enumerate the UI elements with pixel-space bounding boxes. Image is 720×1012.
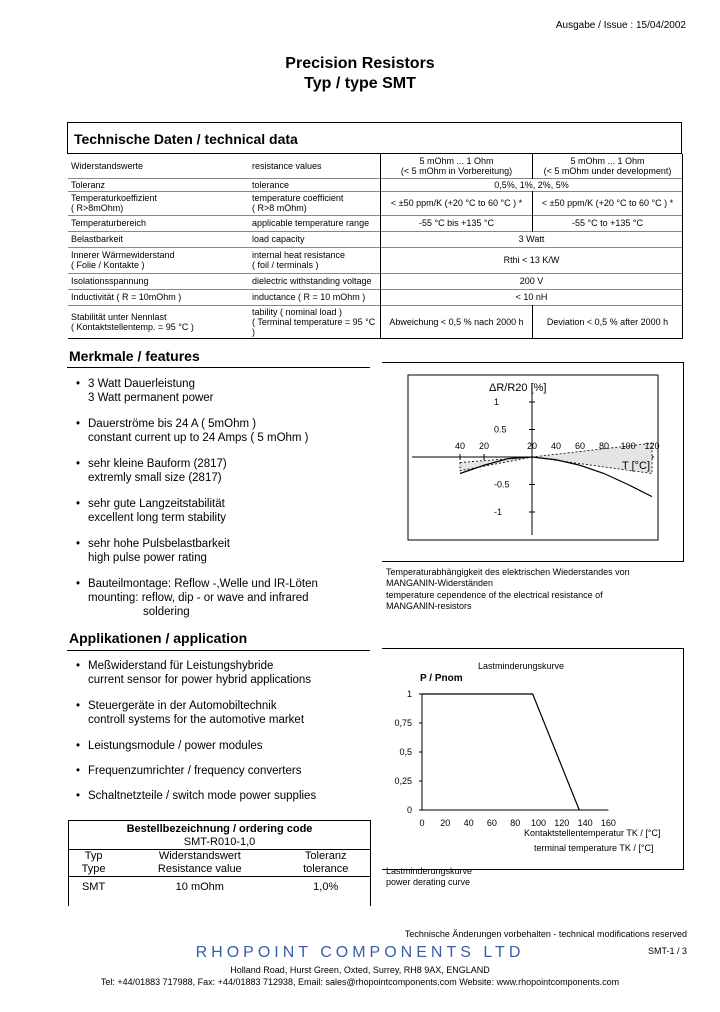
tempco-chart-title: ΔR/R20 [%] [489,382,547,394]
x-tick-label: 60 [574,441,586,451]
x-tick-label: 120 [554,818,570,828]
derating-chart [384,680,682,840]
x-tick-label: 0 [419,818,425,828]
y-tick-label: 0.5 [494,424,507,435]
page-title: Precision Resistors [285,55,435,72]
tempco-caption-en: temperature cependence of the electrical resistance of MANGANIN-resistors [386,590,603,611]
order-code: SMT-R010-1,0 [183,836,256,848]
y-tick-label: 0,25 [394,776,412,786]
spec-row: Innerer Wärmewiderstand ( Folie / Kontakte ) internal heat resistance ( foil / terminals ) Rthi < 13 K/W [68,247,683,273]
order-heading: Bestellbezeichnung / ordering code [126,823,313,835]
issue-date: Ausgabe / Issue : 15/04/2002 [555,20,686,31]
y-tick-label: 0,5 [399,747,412,757]
x-tick-label: 20 [440,818,451,828]
tech-data-heading: Technische Daten / technical data [74,131,298,147]
derating-caption: Lastminderungskurve power derating curve [386,866,473,887]
y-tick-label: 0 [406,805,412,815]
derating-xlabel-en: terminal temperature TK / [°C] [534,843,654,853]
tempco-xlabel: T [°C] [622,460,651,472]
brand-logo: RHOPOINT COMPONENTS LTD [195,944,525,961]
x-tick-label: 100 [530,818,547,828]
x-tick-label: 20 [526,441,538,451]
list-item: • sehr kleine Bauform (2817) extremly small size (2817) [76,457,318,485]
spec-row: Stabilität unter Nennlast ( Kontaktstellentemp. = 95 °C ) tability ( nominal load ) ( Terminal temperature = 95 °C ) Abweichung < 0,5 % nach 2000 h Deviation < 0,5 % after 2000 h [68,305,683,338]
x-tick-label: 120 [644,441,660,451]
divider [67,367,370,368]
y-tick-label: 1 [494,397,500,407]
x-tick-label: 40 [454,441,466,451]
list-item: • 3 Watt Dauerleistung 3 Watt permanent power [76,377,318,405]
list-item: • Meßwiderstand für Leistungshybride current sensor for power hybrid applications [76,659,316,687]
list-item: • Steuergeräte in der Automobiltechnik controll systems for the automotive market [76,699,316,727]
divider [67,650,370,651]
x-tick-label: 20 [478,441,490,451]
derating-ylabel: P / Pnom [420,673,463,684]
order-table: Bestellbezeichnung / ordering code SMT-R010-1,0 Typ Widerstandswert Toleranz Type Resistance value tolerance SMT 10 mOhm 1,0% [68,820,371,898]
derating-curve [422,694,579,810]
list-item: • sehr hohe Pulsbelastbarkeit high pulse power rating [76,537,318,565]
y-tick-label: -1 [494,507,503,517]
tech-data-header [67,122,682,154]
derating-xlabel-de: Kontaktstellentemperatur TK / [°C] [524,828,661,838]
spec-row: Isolationsspannung dielectric withstanding voltage 200 V [68,273,683,289]
features-list [76,377,318,631]
spec-row: Belastbarkeit load capacity 3 Watt [68,231,683,247]
derating-chart-title: Lastminderungskurve [478,661,565,671]
footer-address: Holland Road, Hurst Green, Oxted, Surrey, RH8 9AX, ENGLAND [230,965,490,975]
tempco-caption-de: Temperaturabhängigkeit des elektrischen Wiederstandes von MANGANIN-Widerständen [386,567,630,588]
x-tick-label: 140 [577,818,593,828]
list-item: • Dauerströme bis 24 A ( 5mOhm ) constant current up to 24 Amps ( 5 mOhm ) [76,417,318,445]
applications-list [76,659,316,815]
y-tick-label: -0.5 [494,479,510,490]
page-subtitle: Typ / type SMT [304,75,416,92]
list-item: • Schaltnetzteile / switch mode power supplies [76,789,316,803]
y-tick-label: 1 [406,689,412,699]
list-item: • Leistungsmodule / power modules [76,739,316,753]
y-tick-label: 0,75 [394,718,412,728]
x-tick-label: 40 [463,818,474,828]
footer-note: Technische Änderungen vorbehalten - technical modifications reserved [404,929,687,939]
page-number: SMT-1 / 3 [647,946,687,956]
list-item: • Bauteilmontage: Reflow -,Welle und IR-Löten mounting: reflow, dip - or wave and infrared soldering [76,577,318,619]
x-tick-label: 80 [510,818,521,828]
features-heading: Merkmale / features [69,348,200,364]
spec-table [68,154,683,339]
x-tick-label: 80 [598,441,610,451]
spec-row: Widerstandswerte resistance values 5 mOhm ... 1 Ohm (< 5 mOhm in Vorbereitung) 5 mOhm ... 1 Ohm (< 5 mOhm under development) [68,154,683,178]
x-tick-label: 40 [550,441,562,451]
tempco-chart [408,375,658,540]
x-tick-label: 60 [486,818,497,828]
spec-row: Temperaturbereich applicable temperature range -55 °C bis +135 °C -55 °C to +135 °C [68,215,683,231]
footer-contact: Tel: +44/01883 717988, Fax: +44/01883 712938, Email: sales@rhopointcomponents.com Website: www.rhopointcomponents.com [100,977,620,987]
spec-row: Inductivität ( R = 10mOhm ) inductance ( R = 10 mOhm ) < 10 nH [68,289,683,305]
applications-heading: Applikationen / application [69,630,248,646]
x-tick-label: 100 [620,441,636,451]
spec-row: Toleranz tolerance 0,5%, 1%, 2%, 5% [68,178,683,191]
x-tick-label: 160 [600,818,616,828]
list-item: • sehr gute Langzeitstabilität excellent long term stability [76,497,318,525]
list-item: • Frequenzumrichter / frequency converters [76,764,316,778]
spec-row: Temperaturkoeffizient ( R>8mOhm) temperature coefficient ( R>8 mOhm) < ±50 ppm/K (+20 °C to 60 °C ) * < ±50 ppm/K (+20 °C to 60 °C ) * [68,191,683,215]
